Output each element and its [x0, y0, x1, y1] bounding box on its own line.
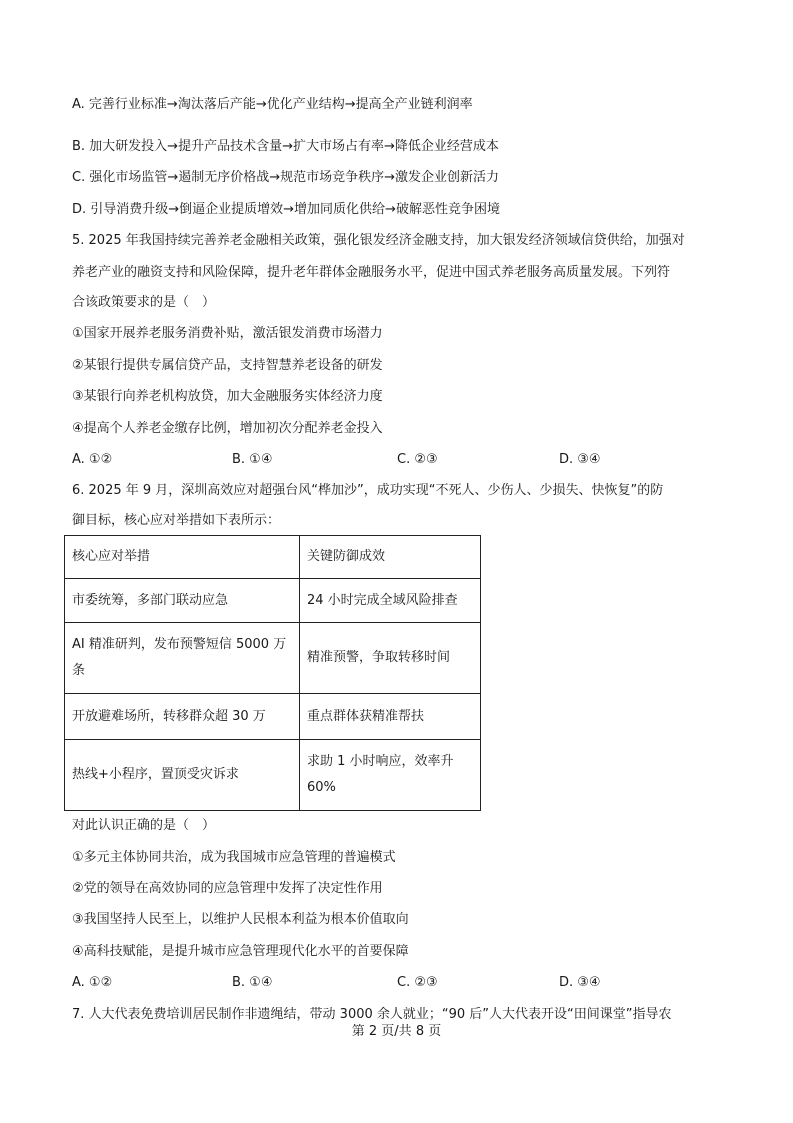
q5-stem-line-3: 合该政策要求的是（ ） [72, 295, 216, 310]
q4-option-d: D. 引导消费升级→倒逼企业提质增效→增加同质化供给→破解恶性竞争困境 [72, 202, 500, 217]
cell-text: 60% [307, 780, 336, 795]
table-cell [300, 740, 481, 811]
q4-option-b: B. 加大研发投入→提升产品技术含量→扩大市场占有率→降低企业经营成本 [72, 139, 499, 154]
cell-text: 重点群体获精准帮扶 [307, 708, 425, 724]
page-number-footer: 第 2 页/共 8 页 [351, 1024, 442, 1039]
table-row [65, 623, 481, 694]
q6-choice-c[interactable]: C. ②③ [397, 975, 438, 990]
table-cell [300, 579, 481, 623]
table-header-row [65, 536, 481, 579]
cell-text: 热线+小程序，置顶受灾诉求 [72, 767, 239, 782]
q5-stem-line-1: 5. 2025 年我国持续完善养老金融相关政策，强化银发经济金融支持，加大银发经济领域信贷供给，加强对 [72, 233, 685, 248]
table-cell [65, 694, 300, 740]
table-header-effects: 关键防御成效 [300, 536, 481, 579]
cell-text: 精准预警，争取转移时间 [307, 650, 451, 665]
q6-question: 对此认识正确的是（ ） [72, 818, 216, 833]
table-row [65, 740, 481, 811]
q5-choice-b[interactable]: B. ①④ [232, 452, 273, 467]
q4-option-c: C. 强化市场监管→遏制无序价格战→规范市场竞争秩序→激发企业创新活力 [72, 170, 500, 185]
q6-choice-a[interactable]: A. ①② [72, 975, 113, 990]
table-header-measures: 核心应对举措 [65, 536, 300, 579]
q5-choice-a[interactable]: A. ①② [72, 452, 113, 467]
q6-statement-1: ①多元主体协同共治，成为我国城市应急管理的普遍模式 [72, 850, 396, 865]
cell-text: 24 小时完成全域风险排查 [307, 592, 458, 608]
q6-statement-4: ④高科技赋能，是提升城市应急管理现代化水平的首要保障 [72, 944, 409, 959]
table-cell [300, 623, 481, 694]
cell-text: 条 [72, 663, 86, 678]
q6-stem-line-1: 6. 2025 年 9 月，深圳高效应对超强台风“桦加沙”，成功实现“不死人、少伤人、少损失、快恢复”的防 [72, 483, 664, 498]
q5-statement-4: ④提高个人养老金缴存比例，增加初次分配养老金投入 [72, 421, 383, 436]
cell-text: 市委统筹，多部门联动应急 [72, 592, 229, 608]
table-cell [65, 740, 300, 811]
q4-option-a: A. 完善行业标准→淘汰落后产能→优化产业结构→提高全产业链利润率 [72, 97, 473, 112]
cell-text: 求助 1 小时响应，效率升 [307, 754, 454, 769]
q6-stem-line-2: 御目标，核心应对举措如下表所示： [72, 513, 281, 528]
q6-measures-table [64, 535, 481, 811]
cell-text: 开放避难场所，转移群众超 30 万 [72, 708, 266, 724]
table-cell [300, 694, 481, 740]
q6-choice-d[interactable]: D. ③④ [559, 975, 601, 990]
q7-stem-line-1: 7. 人大代表免费培训居民制作非遗绳结，带动 3000 余人就业；“90 后”人大代表开设“田间课堂”指导农 [72, 1007, 672, 1022]
q6-answer-choices [72, 974, 672, 992]
table-row [65, 579, 481, 623]
cell-text: AI 精准研判，发布预警短信 5000 万 [72, 637, 287, 652]
table-cell [65, 623, 300, 694]
q5-statement-2: ②某银行提供专属信贷产品，支持智慧养老设备的研发 [72, 358, 383, 373]
q6-statement-2: ②党的领导在高效协同的应急管理中发挥了决定性作用 [72, 881, 383, 896]
q5-stem-line-2: 养老产业的融资支持和风险保障，提升老年群体金融服务水平，促进中国式养老服务高质量发展。下列符 [72, 265, 671, 280]
table-row [65, 694, 481, 740]
q5-statement-1: ①国家开展养老服务消费补贴，激活银发消费市场潜力 [72, 326, 383, 341]
q5-choice-d[interactable]: D. ③④ [559, 452, 601, 467]
q5-statement-3: ③某银行向养老机构放贷，加大金融服务实体经济力度 [72, 389, 383, 404]
q5-choice-c[interactable]: C. ②③ [397, 452, 438, 467]
q6-choice-b[interactable]: B. ①④ [232, 975, 273, 990]
table-cell [65, 579, 300, 623]
q5-answer-choices [72, 451, 672, 469]
q6-statement-3: ③我国坚持人民至上，以维护人民根本利益为根本价值取向 [72, 912, 409, 927]
